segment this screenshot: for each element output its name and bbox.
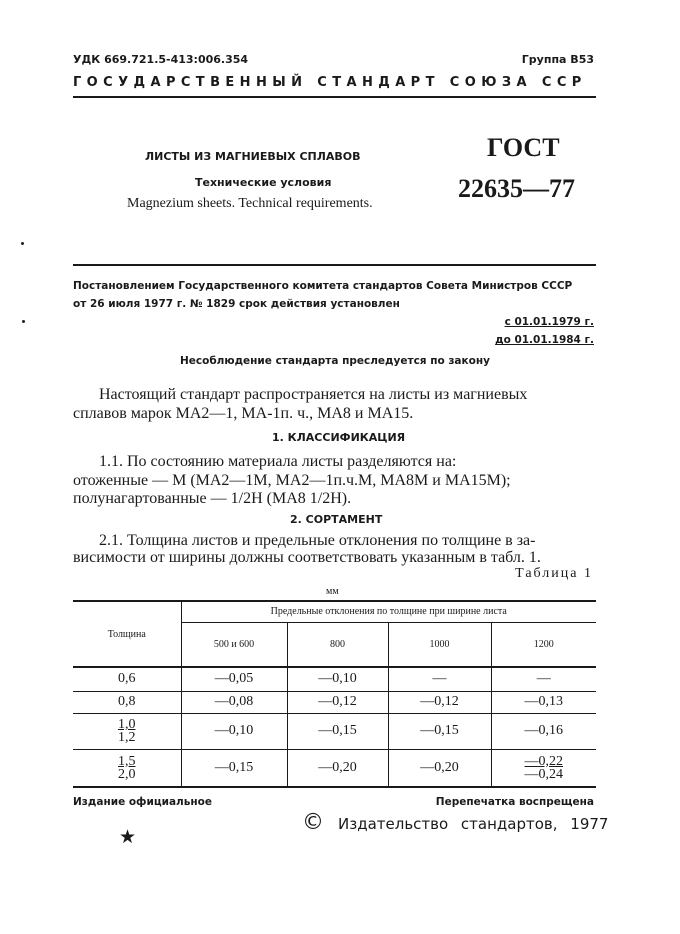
standard-banner: ГОСУДАРСТВЕННЫЙ СТАНДАРТ СОЮЗА ССР (73, 75, 587, 90)
validity-from: с 01.01.1979 г. (504, 316, 594, 328)
section-1-line-3: полунагартованные — 1/2Н (МА8 1/2Н). (73, 490, 352, 507)
section-2-line-1: 2.1. Толщина листов и предельные отклонения по толщине в за- (99, 532, 536, 549)
deviation-cell: —0,10 (287, 667, 388, 691)
deviation-cell: —0,12 (388, 691, 491, 713)
deviation-cell: —0,15 (388, 713, 491, 749)
deviation-cell: —0,20 (388, 749, 491, 787)
table-header-row (73, 601, 596, 622)
doc-title-en: Magnezium sheets. Technical requirements. (127, 196, 373, 211)
intro-line-1: Настоящий стандарт распространяется на листы из магниевых (99, 386, 528, 403)
reprint-notice: Перепечатка воспрещена (435, 796, 594, 808)
gost-number: 22635—77 (458, 174, 575, 203)
units-label: мм (326, 586, 339, 597)
section-1-line-1: 1.1. По состоянию материала листы разделяются на: (99, 453, 457, 470)
deviation-cell: —0,10 (181, 713, 287, 749)
section-2-heading: 2. СОРТАМЕНТ (290, 513, 383, 526)
deviation-cell: —0,16 (491, 713, 596, 749)
thickness-cell: 0,8 (73, 691, 181, 713)
table-row (73, 691, 596, 713)
section-1-heading: 1. КЛАССИФИКАЦИЯ (272, 431, 406, 444)
decree-line-1: Постановлением Государственного комитета стандартов Совета Министров СССР (73, 280, 573, 292)
decree-line-2: от 26 июля 1977 г. № 1829 срок действия установлен (73, 298, 400, 310)
table-row (73, 667, 596, 691)
deviation-cell: —0,22 —0,24 (491, 749, 596, 787)
intro-line-2: сплавов марок МА2—1, МА-1п. ч., МА8 и МА15. (73, 405, 414, 422)
width-header: 500 и 600 (181, 622, 287, 667)
speck-1 (21, 242, 24, 245)
thickness-cell: 1,0 1,2 (73, 713, 181, 749)
thickness-table (73, 600, 596, 788)
copyright-icon: © (302, 810, 324, 835)
deviation-cell: —0,08 (181, 691, 287, 713)
deviation-cell: —0,12 (287, 691, 388, 713)
width-header: 1200 (491, 622, 596, 667)
deviation-cell: — (388, 667, 491, 691)
table-label: Таблица 1 (515, 566, 593, 581)
thickness-cell: 1,5 2,0 (73, 749, 181, 787)
width-header: 800 (287, 622, 388, 667)
table-row (73, 749, 596, 787)
doc-subtitle: Технические условия (195, 176, 332, 189)
law-warning: Несоблюдение стандарта преследуется по закону (180, 355, 490, 367)
thickness-cell: 0,6 (73, 667, 181, 691)
deviation-cell: —0,05 (181, 667, 287, 691)
title-rule (73, 264, 596, 266)
star-icon: ★ (119, 826, 137, 848)
table-row (73, 713, 596, 749)
validity-to: до 01.01.1984 г. (495, 334, 594, 346)
gost-label: ГОСТ (487, 133, 560, 162)
deviation-cell: —0,15 (181, 749, 287, 787)
official-edition: Издание официальное (73, 796, 212, 808)
udk-code: УДК 669.721.5-413:006.354 (73, 53, 249, 66)
width-header: 1000 (388, 622, 491, 667)
publisher-line: Издательство стандартов, 1977 (338, 815, 609, 833)
section-1-line-2: отоженные — М (МА2—1М, МА2—1п.ч.М, МА8М и МА15М); (73, 472, 511, 489)
thickness-header: Толщина (73, 601, 181, 667)
deviation-group-header: Предельные отклонения по толщине при ширине листа (181, 601, 596, 622)
deviation-cell: — (491, 667, 596, 691)
section-2-line-2: висимости от ширины должны соответствовать указанным в табл. 1. (73, 549, 541, 566)
deviation-cell: —0,15 (287, 713, 388, 749)
header-rule (73, 96, 596, 98)
deviation-cell: —0,20 (287, 749, 388, 787)
deviation-cell: —0,13 (491, 691, 596, 713)
speck-2 (22, 320, 25, 323)
doc-title: ЛИСТЫ ИЗ МАГНИЕВЫХ СПЛАВОВ (145, 150, 361, 163)
group-code: Группа В53 (521, 53, 594, 66)
